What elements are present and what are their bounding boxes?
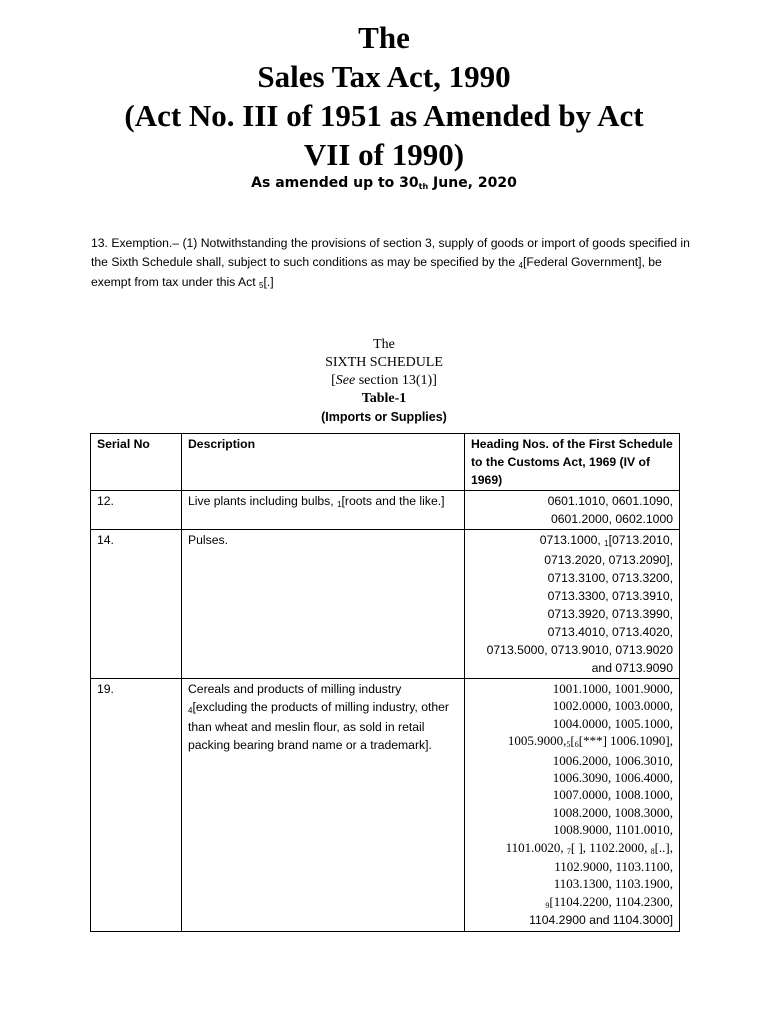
serial-cell: 19.	[91, 679, 182, 932]
title-line-4: VII of 1990)	[303, 137, 465, 172]
footnote-ref: 1	[604, 539, 609, 548]
table-row	[91, 530, 680, 679]
heading-nos-cell: 0601.1010, 0601.1090, 0601.2000, 0602.1000	[465, 491, 680, 530]
footnote-ref: 4	[518, 261, 523, 270]
schedule-heading	[0, 336, 768, 426]
title-line-2: Sales Tax Act, 1990	[257, 59, 511, 94]
footnote-ref: 4	[188, 706, 193, 715]
footnote-ref: 5	[566, 740, 571, 750]
schedule-table	[90, 433, 680, 932]
document-title	[0, 18, 768, 174]
section-13-text-1: 13. Exemption.– (1) Notwithstanding the provisions of section 3, supply of goods or import of goods specified in the Sixth Schedule shall, subject to such conditions as may be specified by the	[91, 236, 690, 269]
heading-nos-cell: 0713.1000, 1[0713.2010, 0713.2020, 0713.2090], 0713.3100, 0713.3200, 0713.3300, 0713.3910, 0713.3920, 0713.3990, 0713.4010, 0713.4020, 0713.5000, 0713.9010, 0713.9020 and 0713.9090	[465, 530, 680, 679]
footnote-ref: 5	[259, 281, 264, 290]
schedule-the: The	[373, 337, 395, 352]
description-cell: Live plants including bulbs, 1[roots and the like.]	[182, 491, 465, 530]
schedule-name: SIXTH SCHEDULE	[325, 355, 443, 370]
footnote-ref: 8	[650, 846, 655, 856]
footnote-ref: 6	[574, 740, 579, 750]
header-heading-nos: Heading Nos. of the First Schedule to the Customs Act, 1969 (IV of 1969)	[465, 434, 680, 491]
section-13-text-3: [.]	[263, 275, 274, 289]
amendment-prefix: As amended up to 30	[251, 175, 419, 191]
description-cell: Pulses.	[182, 530, 465, 679]
footnote-ref: 7	[566, 846, 571, 856]
section-13-paragraph	[91, 234, 691, 293]
header-description: Description	[182, 434, 465, 491]
table-row	[91, 491, 680, 530]
schedule-see-ref: [See section 13(1)]	[331, 373, 437, 388]
footnote-ref: 9	[545, 900, 550, 910]
heading-nos-cell: 1001.1000, 1001.9000, 1002.0000, 1003.0000, 1004.0000, 1005.1000, 1005.9000,5[6[***] 1006.1090], 1006.2000, 1006.3010, 1006.3090, 1006.4000, 1007.0000, 1008.1000, 1008.2000, 1008.3000, 1008.9000, 1101.0010, 1101.0020, 7[ ], 1102.2000, 8[..], 1102.9000, 1103.1100, 1103.1300, 1103.1900, 9[1104.2200, 1104.2300, 1104.2900 and 1104.3000]	[465, 679, 680, 932]
amendment-suffix: June, 2020	[428, 175, 517, 191]
footnote-ref: 1	[337, 500, 342, 509]
description-cell: Cereals and products of milling industry 4[excluding the products of milling industry, other than wheat and meslin flour, as sold in retail packing bearing brand name or a trademark].	[182, 679, 465, 932]
title-line-3: (Act No. III of 1951 as Amended by Act	[124, 98, 644, 133]
title-line-1: The	[358, 20, 410, 55]
header-serial: Serial No	[91, 434, 182, 491]
table-label: Table-1	[361, 391, 407, 406]
table-header-row	[91, 434, 680, 491]
section-13-text-2: [Federal Government], be exempt from tax under this Act	[91, 255, 662, 289]
table-row	[91, 679, 680, 932]
amendment-sup: th	[418, 182, 429, 191]
serial-cell: 12.	[91, 491, 182, 530]
table-subtitle: (Imports or Supplies)	[321, 410, 447, 424]
amendment-note	[0, 175, 768, 191]
serial-cell: 14.	[91, 530, 182, 679]
